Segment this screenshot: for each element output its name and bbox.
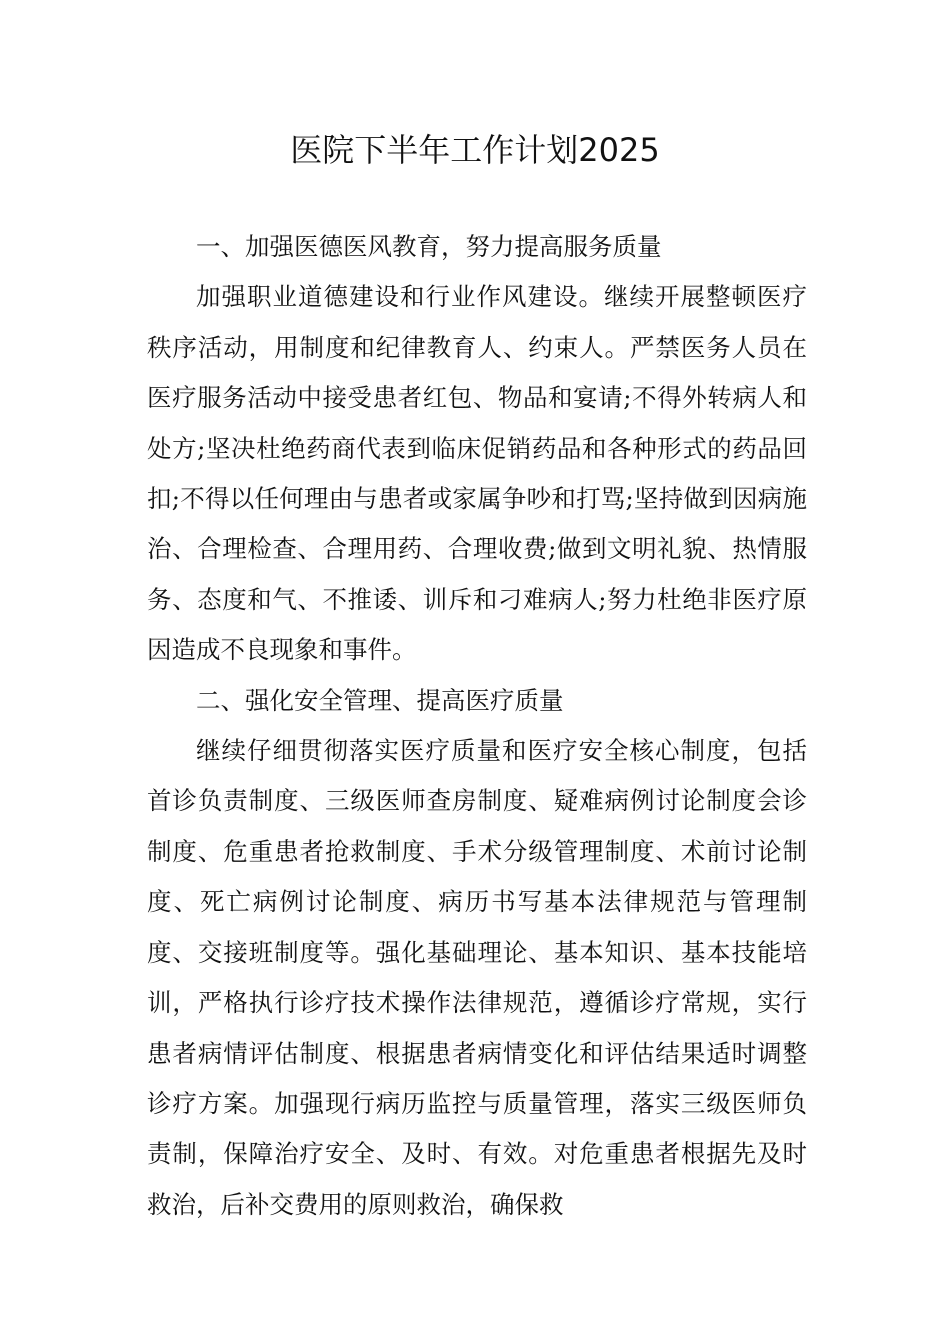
document-title: 医院下半年工作计划2025 — [290, 131, 660, 169]
section-2-paragraph: 继续仔细贯彻落实医疗质量和医疗安全核心制度，包括首诊负责制度、三级医师查房制度、疑难病例讨论制度会诊制度、危重患者抢救制度、手术分级管理制度、术前讨论制度、死亡病例讨论制度、病历书写基本法律规范与管理制度、交接班制度等。强化基础理论、基本知识、基本技能培训，严格执行诊疗技术操作法律规范，遵循诊疗常规，实行患者病情评估制度、根据患者病情变化和评估结果适时调整诊疗方案。加强现行病历监控与质量管理，落实三级医师负责制，保障治疗安全、及时、有效。对危重患者根据先及时救治，后补交费用的原则救治，确保救 — [147, 736, 807, 1219]
section-heading-1: 一、加强医德医风教育，努力提高服务质量 — [196, 232, 662, 261]
section-heading-2: 二、强化安全管理、提高医疗质量 — [196, 685, 564, 715]
document-body — [147, 222, 807, 1230]
section-1-paragraph: 加强职业道德建设和行业作风建设。继续开展整顿医疗秩序活动，用制度和纪律教育人、约束人。严禁医务人员在医疗服务活动中接受患者红包、物品和宴请;不得外转病人和处方;坚决杜绝药商代表到临床促销药品和各种形式的药品回扣;不得以任何理由与患者或家属争吵和打骂;坚持做到因病施治、合理检查、合理用药、合理收费;做到文明礼貌、热情服务、态度和气、不推诿、训斥和刁难病人;努力杜绝非医疗原因造成不良现象和事件。 — [147, 282, 807, 665]
